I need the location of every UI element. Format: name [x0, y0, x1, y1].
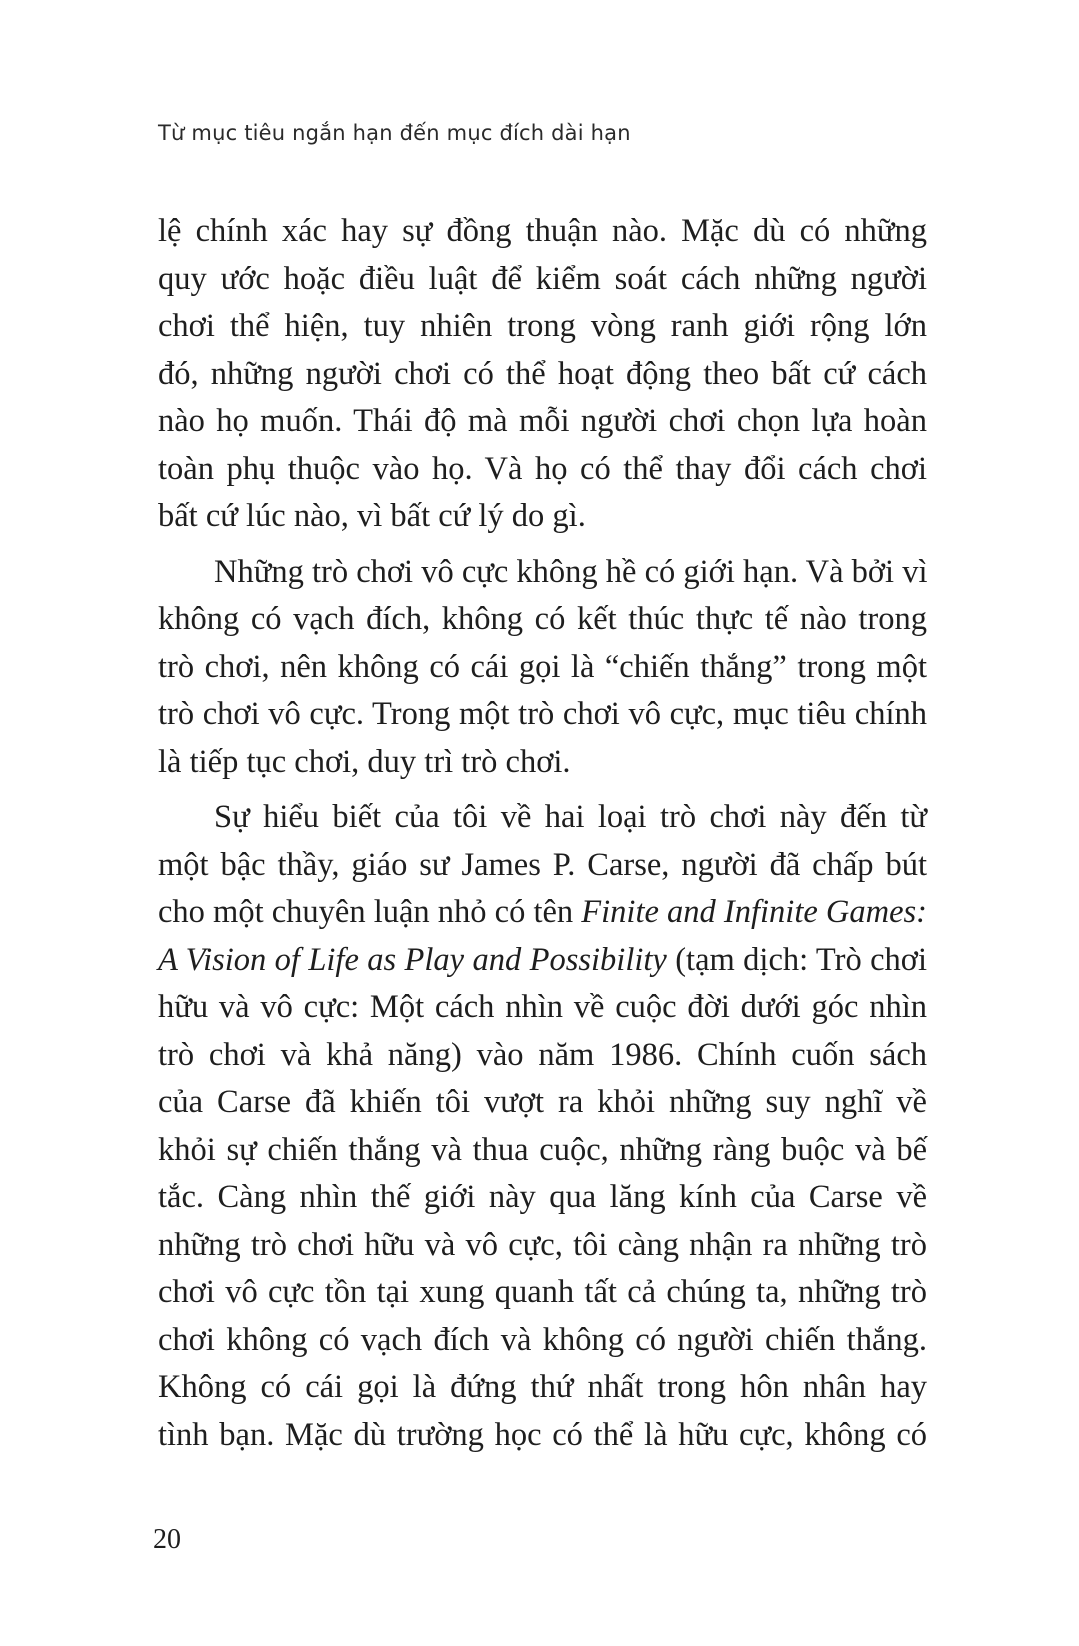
- paragraph-3: [158, 794, 927, 1459]
- text-run: cho một chuyên luận nhỏ có tên: [158, 894, 582, 930]
- paragraph-1: [158, 208, 927, 541]
- paragraph-2: [158, 549, 927, 787]
- text-line: [158, 889, 927, 937]
- text-line: tình bạn. Mặc dù trường học có thể là hữu cực, không có: [158, 1416, 927, 1453]
- text-line: trò chơi vô cực. Trong một trò chơi vô cực, mục tiêu chính: [158, 696, 927, 732]
- text-line: lệ chính xác hay sự đồng thuận nào. Mặc dù có những: [158, 213, 927, 249]
- text-line: chơi vô cực tồn tại xung quanh tất cả chúng ta, những trò: [158, 1274, 927, 1310]
- text-line: Sự hiểu biết của tôi về hai loại trò chơi này đến từ: [214, 799, 927, 835]
- text-line: hữu và vô cực: Một cách nhìn về cuộc đời dưới góc nhìn: [158, 989, 927, 1025]
- running-header: Từ mục tiêu ngắn hạn đến mục đích dài hạn: [158, 121, 631, 145]
- text-line: chơi thể hiện, tuy nhiên trong vòng ranh giới rộng lớn: [158, 308, 927, 344]
- text-line: một bậc thầy, giáo sư James P. Carse, người đã chấp bút: [158, 846, 927, 883]
- text-line: khỏi sự chiến thắng và thua cuộc, những ràng buộc và bế: [158, 1131, 927, 1168]
- text-line: của Carse đã khiến tôi vượt ra khỏi những suy nghĩ về: [158, 1084, 927, 1120]
- text-line: là tiếp tục chơi, duy trì trò chơi.: [158, 743, 571, 780]
- page-number: 20: [153, 1524, 181, 1555]
- book-title-part-1: Finite and Infinite Games:: [581, 894, 927, 930]
- text-run: (tạm dịch: Trò chơi: [666, 941, 927, 978]
- text-line: trò chơi và khả năng) vào năm 1986. Chính cuốn sách: [158, 1036, 927, 1073]
- text-line: toàn phụ thuộc vào họ. Và họ có thể thay đổi cách chơi: [158, 450, 927, 487]
- text-line: chơi không có vạch đích và không có người chiến thắng.: [158, 1321, 927, 1358]
- text-line: nào họ muốn. Thái độ mà mỗi người chơi chọn lựa hoàn: [158, 403, 927, 439]
- body-text: [158, 208, 927, 1459]
- text-line: Không có cái gọi là đứng thứ nhất trong hôn nhân hay: [158, 1369, 927, 1405]
- text-line: không có vạch đích, không có kết thúc thực tế nào trong: [158, 601, 927, 637]
- text-line: trò chơi, nên không có cái gọi là “chiến thắng” trong một: [158, 648, 927, 685]
- text-line: Những trò chơi vô cực không hề có giới hạn. Và bởi vì: [214, 553, 928, 590]
- text-line: bất cứ lúc nào, vì bất cứ lý do gì.: [158, 498, 586, 534]
- text-line: tắc. Càng nhìn thế giới này qua lăng kính của Carse về: [158, 1179, 927, 1215]
- text-line: những trò chơi hữu và vô cực, tôi càng nhận ra những trò: [158, 1226, 927, 1263]
- text-line: [158, 937, 927, 985]
- text-line: đó, những người chơi có thể hoạt động theo bất cứ cách: [158, 355, 927, 392]
- book-title-part-2: A Vision of Life as Play and Possibility: [158, 941, 667, 978]
- text-line: quy ước hoặc điều luật để kiểm soát cách những người: [158, 260, 927, 297]
